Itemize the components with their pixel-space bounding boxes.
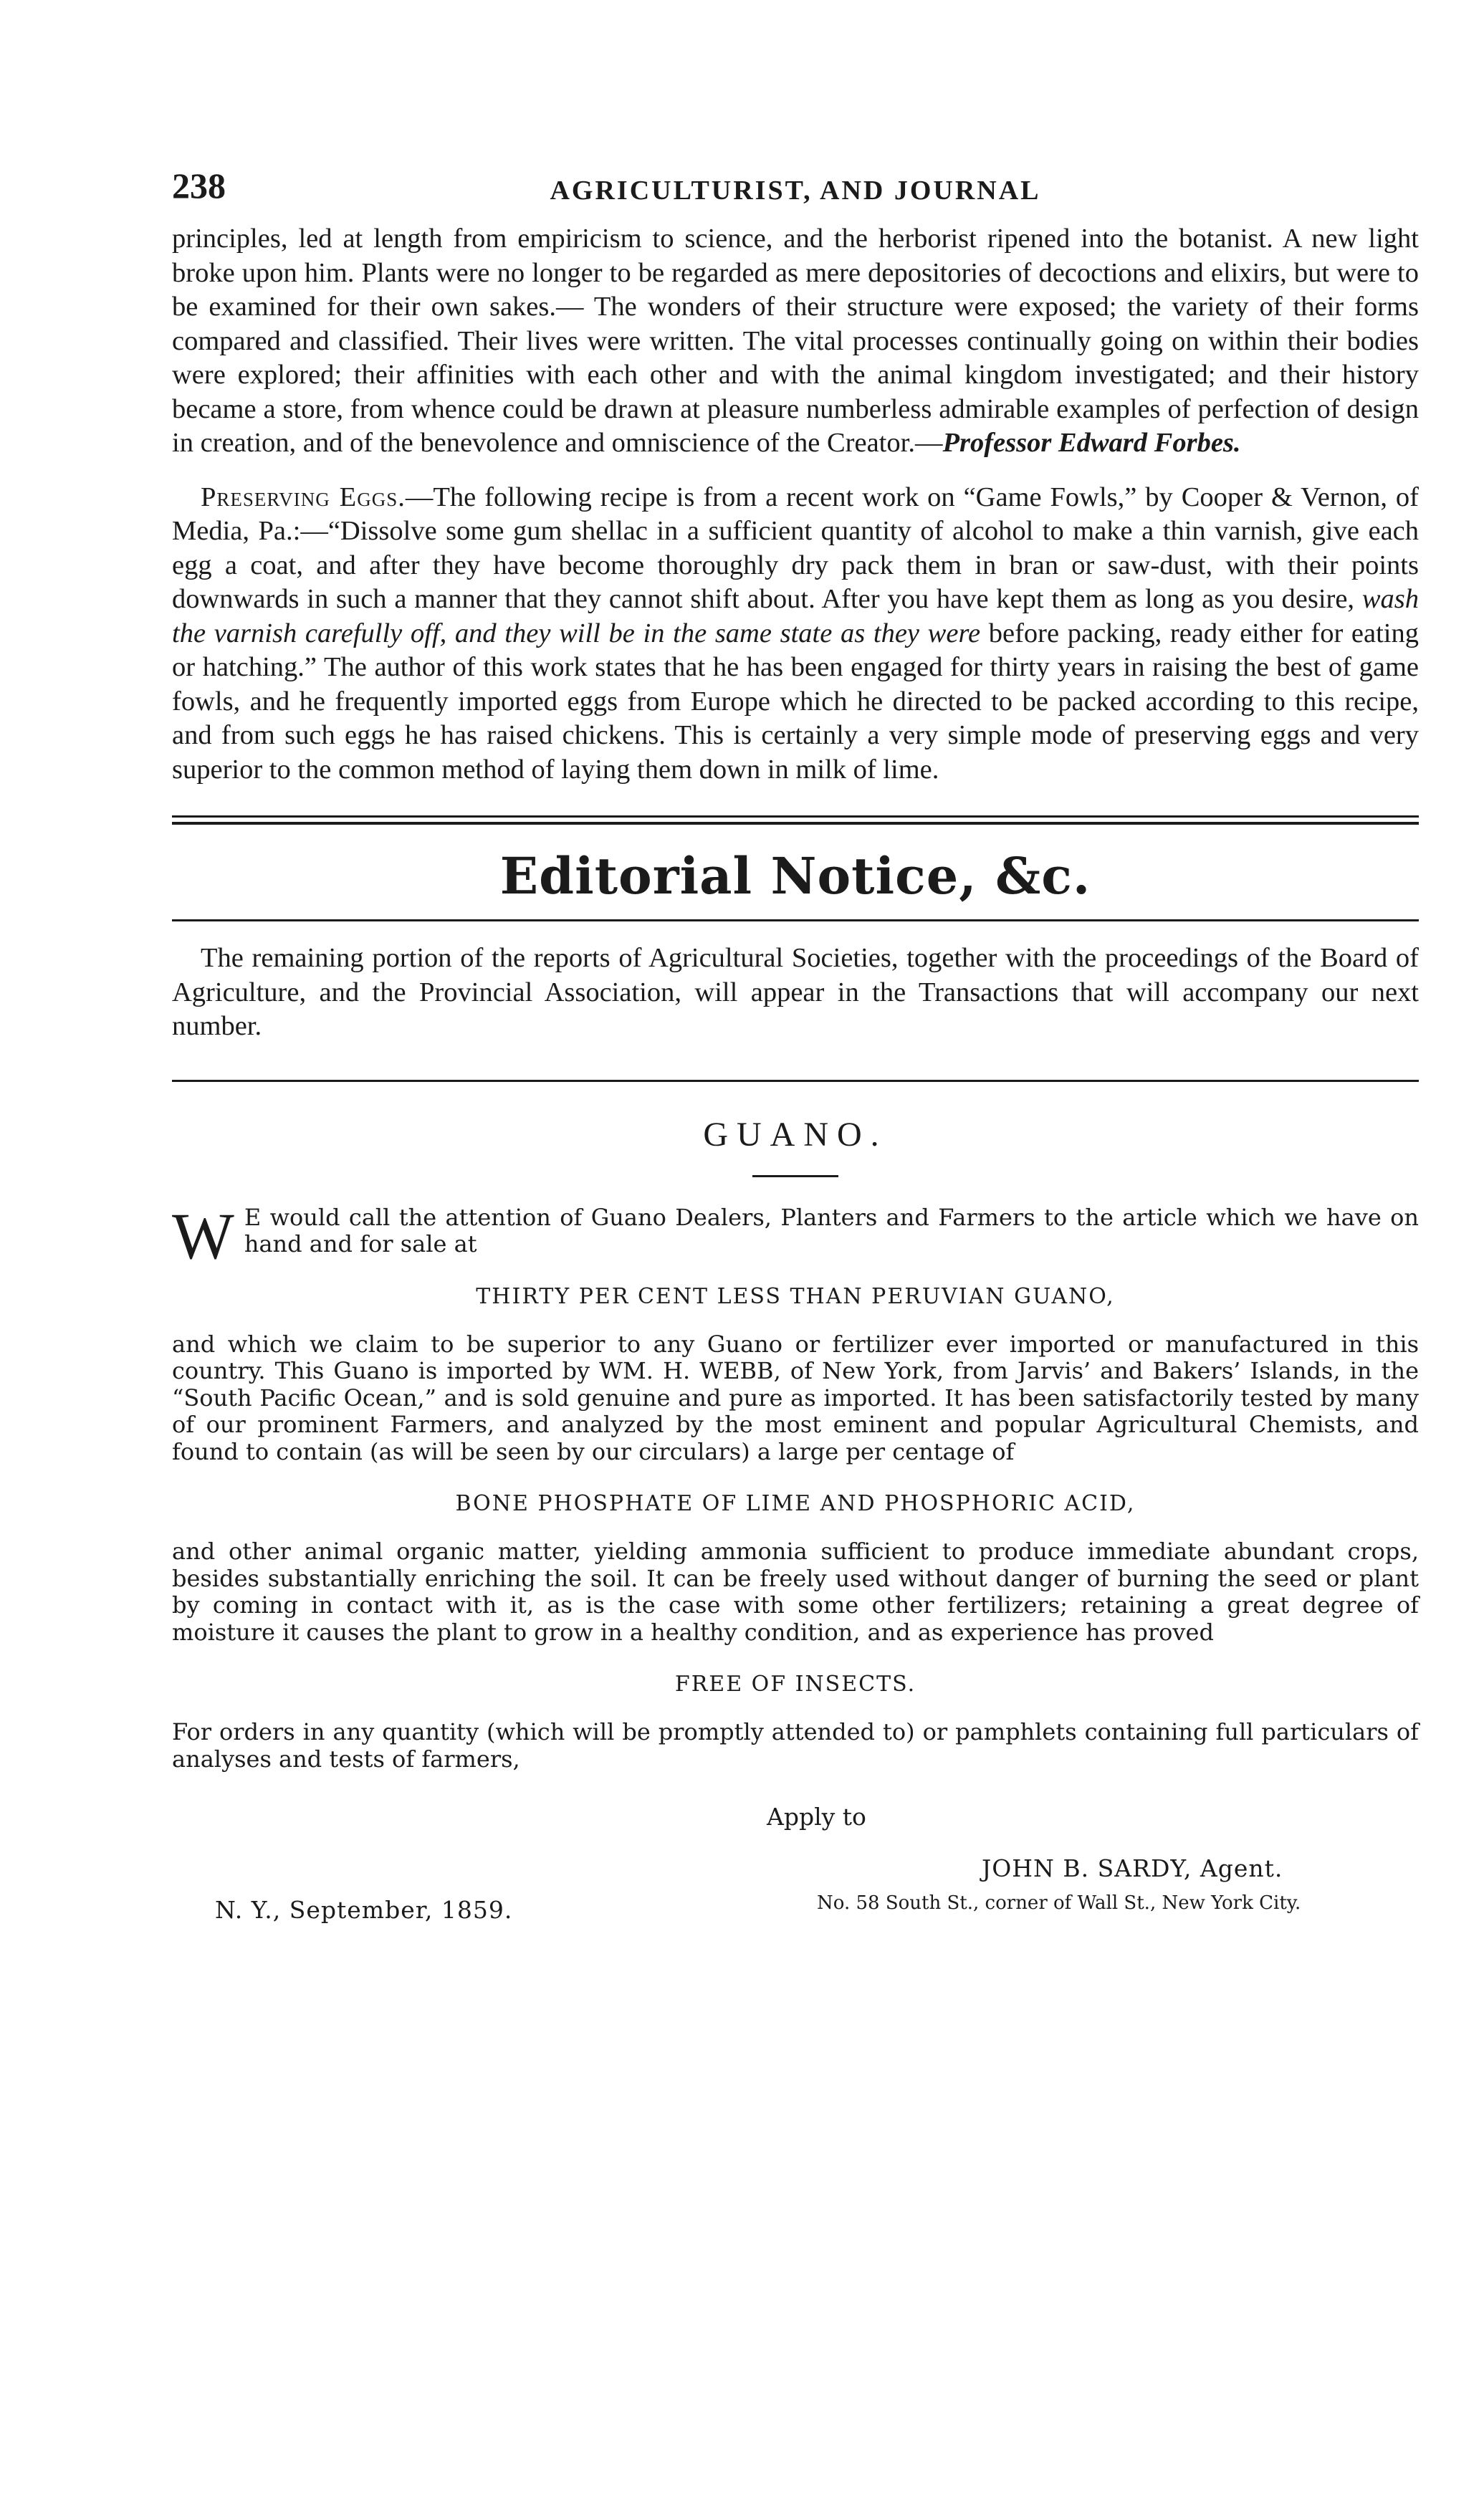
article-forbes-text: principles, led at length from empiricism to science, and the herborist ripened into the botanist. A new light broke upon him. Plants were no longer to be regarded as mere depositories of decoctions and elixirs, but were to be examined for their own sakes.— The wonders of their structure were exposed; the variety of their forms compared and classified. Their lives were written. The vital processes continually going on within their bodies were explored; their affinities with each other and with the animal kingdom investigated; and their history became a store, from whence could be drawn at pleasure numberless admirable examples of perfection of design in creation, and of the benevolence and omniscience of the Creator.— <box>172 224 1419 458</box>
apply-to: Apply to <box>767 1803 866 1831</box>
guano-heading-insects: FREE OF INSECTS. <box>674 1672 916 1697</box>
editorial-rule <box>172 919 1419 921</box>
dateline: N. Y., September, 1859. <box>215 1896 513 1924</box>
preserving-eggs-text-1: —The following recipe is from a recent work on “Game Fowls,” by Cooper & Vernon, of Media, Pa.:—“Dissolve some gum shellac in a sufficient quantity of alcohol to make a thin varnish, give each egg a coat, and after they have become thoroughly dry pack them in bran or saw-dust, with their points downwards in such a manner that they cannot shift about. After you have kept them as long as you desire, <box>172 482 1419 614</box>
guano-heading-price: THIRTY PER CENT LESS THAN PERUVIAN GUANO, <box>476 1283 1115 1309</box>
agent-name: JOHN B. SARDY, Agent. <box>982 1854 1283 1882</box>
editorial-title: Editorial Notice, &c. <box>499 846 1091 906</box>
guano-body-1: and which we claim to be superior to any Guano or fertilizer ever imported or manufactured in this country. This Guano is imported by WM. H. WEBB, of New York, from Jarvis’ and Bakers’ Islands, in the “South Pacific Ocean,” and is sold genuine and pure as imported. It has been satisfactorily tested by many of our prominent Farmers, and analyzed by the most eminent and popular Agricultural Chemists, and found to contain (as will be seen by our circulars) a large per centage of <box>172 1330 1419 1465</box>
ad-footer <box>172 1839 1419 1924</box>
page-header <box>172 165 1419 215</box>
section-rule <box>172 1080 1419 1082</box>
guano-intro <box>172 1199 1419 1273</box>
double-rule-divider <box>172 815 1419 825</box>
agent-address: No. 58 South St., corner of Wall St., New York City. <box>817 1892 1301 1914</box>
editorial-notice: The remaining portion of the reports of Agricultural Societies, together with the proceedings of the Board of Agriculture, and the Provincial Association, will appear in the Transactions that will accompany our next number. <box>172 943 1419 1041</box>
dropcap-letter: W <box>172 1199 234 1273</box>
guano-body-3: For orders in any quantity (which will be promptly attended to) or pamphlets containing full particulars of analyses and tests of farmers, <box>172 1718 1419 1773</box>
running-head: AGRICULTURIST, AND JOURNAL <box>550 176 1041 206</box>
guano-body-2: and other animal organic matter, yielding ammonia sufficient to produce immediate abundant crops, besides substantially enriching the soil. It can be freely used without danger of burning the seed or plant by coming in contact with it, as is the case with some other fertilizers; retaining a great degree of moisture it causes the plant to grow in a healthy condition, and as experience has proved <box>172 1538 1419 1646</box>
preserving-eggs-heading: Preserving Eggs. <box>201 482 406 512</box>
guano-title-rule <box>752 1175 838 1177</box>
preserving-eggs-text-2: before packing, ready either for eating or hatching.” The author of this work states that he has been engaged for thirty years in raising the best of game fowls, and he frequently imported eggs from Europe which he directed to be packed according to this recipe, and from such eggs he has raised chickens. This is certainly a very simple mode of preserving eggs and very superior to the common method of laying them down in milk of lime. <box>172 618 1419 785</box>
article-forbes <box>172 222 1419 461</box>
article-forbes-author: Professor Edward Forbes. <box>942 428 1241 458</box>
guano-advertisement <box>172 1199 1419 1924</box>
guano-heading-phosphate: BONE PHOSPHATE OF LIME AND PHOSPHORIC ACID, <box>455 1491 1136 1516</box>
guano-title: GUANO. <box>703 1115 888 1154</box>
article-preserving-eggs <box>172 481 1419 787</box>
preserving-eggs-italic: wash the varnish carefully off, and they will be in the same state as they were <box>172 584 1419 648</box>
page <box>172 165 1419 1924</box>
page-number: 238 <box>172 166 226 206</box>
guano-intro-text: E would call the attention of Guano Dealers, Planters and Farmers to the article which we have on hand and for sale at <box>244 1203 1419 1257</box>
